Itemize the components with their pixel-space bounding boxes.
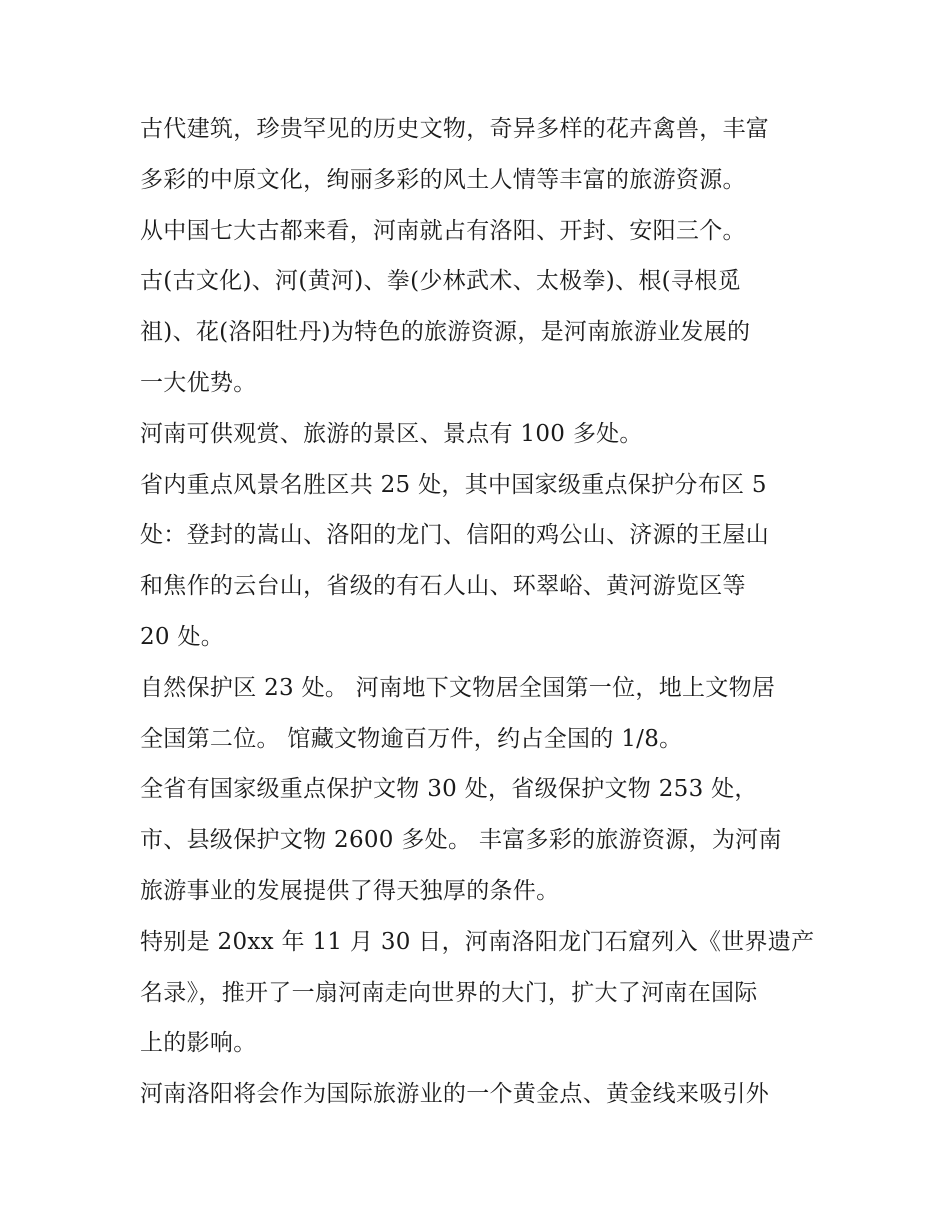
text-line: 20 处。 [140,623,225,650]
text-line: 全国第二位。 馆藏文物逾百万件，约占全国的 1/8。 [140,725,683,752]
text-line: 市、县级保护文物 2600 多处。 丰富多彩的旅游资源，为河南 [140,827,782,854]
text-line: 全省有国家级重点保护文物 30 处，省级保护文物 253 处， [140,776,758,803]
text-line: 名录》，推开了一扇河南走向世界的大门，扩大了河南在国际 [140,979,758,1006]
text-line: 河南可供观赏、旅游的景区、景点有 100 多处。 [140,420,643,447]
text-line: 和焦作的云台山，省级的有石人山、环翠峪、黄河游览区等 [140,573,746,600]
text-line: 古代建筑，珍贵罕见的历史文物，奇异多样的花卉禽兽，丰富 [140,116,770,142]
text-line: 处：登封的嵩山、洛阳的龙门、信阳的鸡公山、济源的王屋山 [140,522,770,549]
text-line: 多彩的中原文化，绚丽多彩的风土人情等丰富的旅游资源。 [140,166,746,193]
text-line: 一大优势。 [140,369,257,396]
text-line: 河南洛阳将会作为国际旅游业的一个黄金点、黄金线来吸引外 [140,1081,770,1108]
text-line: 古(古文化)、河(黄河)、拳(少林武术、太极拳)、根(寻根觅 [140,268,741,295]
text-line: 从中国七大古都来看，河南就占有洛阳、开封、安阳三个。 [140,217,746,244]
text-line: 祖)、花(洛阳牡丹)为特色的旅游资源，是河南旅游业发展的 [140,319,751,346]
text-line: 自然保护区 23 处。 河南地下文物居全国第一位，地上文物居 [140,674,776,701]
text-line: 特别是 20xx 年 11 月 30 日，河南洛阳龙门石窟列入《世界遗产 [140,928,815,955]
text-line: 上的影响。 [140,1030,257,1057]
body-text [140,104,820,1120]
text-line: 省内重点风景名胜区共 25 处，其中国家级重点保护分布区 5 [140,471,767,498]
text-line: 旅游事业的发展提供了得天独厚的条件。 [140,877,560,904]
